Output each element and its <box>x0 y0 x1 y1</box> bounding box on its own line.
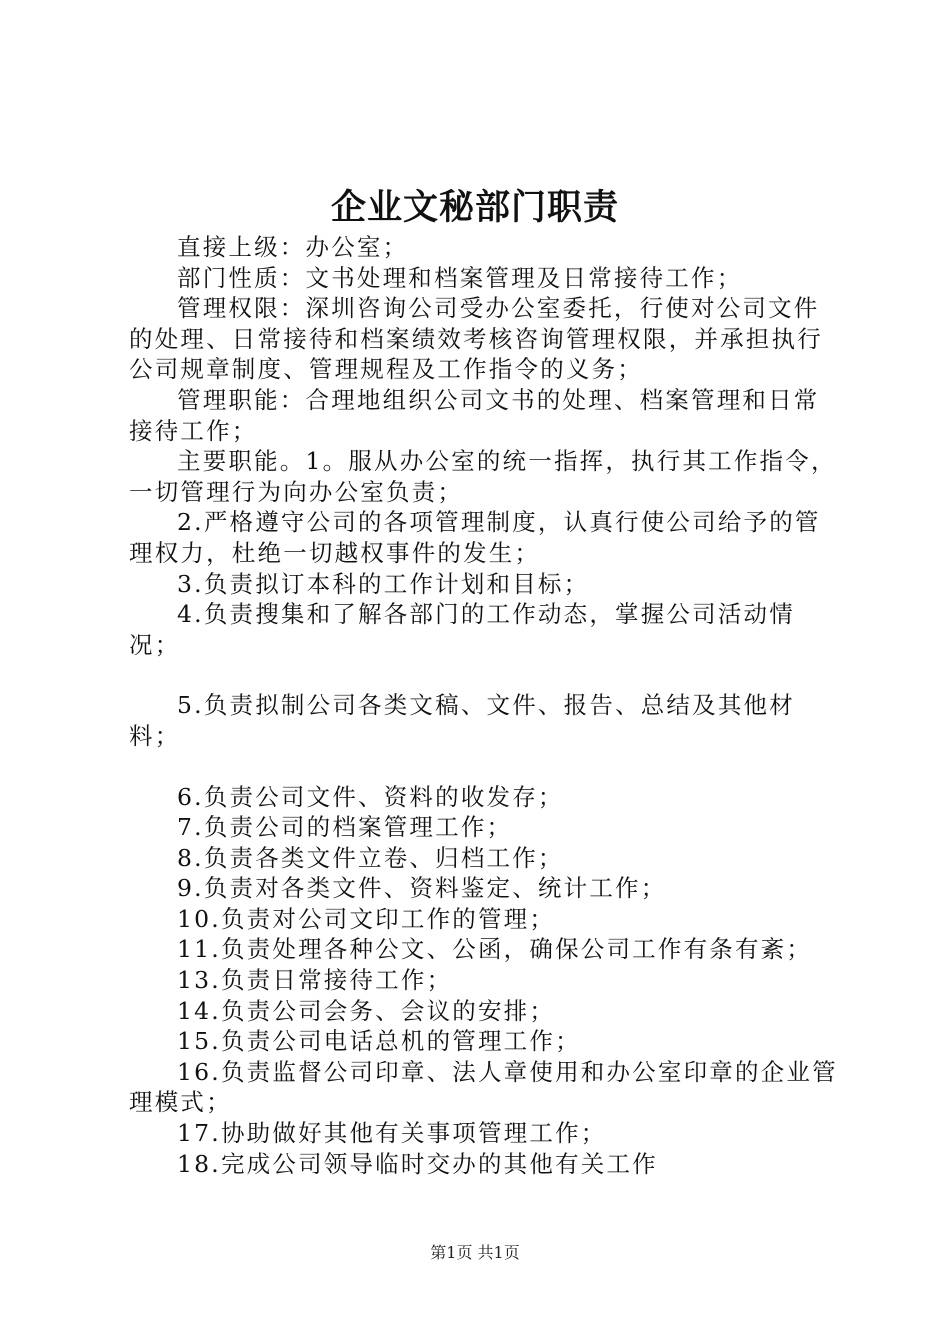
paragraph-duty-13: 13.负责日常接待工作； <box>177 966 453 995</box>
paragraph-duty-4: 4.负责搜集和了解各部门的工作动态，掌握公司活动情况； <box>129 600 795 659</box>
paragraph-duty-7: 7.负责公司的档案管理工作； <box>177 813 513 842</box>
paragraph-duty-8: 8.负责各类文件立卷、归档工作； <box>177 843 564 872</box>
paragraph-management-function: 管理职能：合理地组织公司文书的处理、档案管理和日常接待工作； <box>129 385 820 445</box>
document-title: 企业文秘部门职责 <box>330 187 619 228</box>
paragraph-duty-5: 5.负责拟制公司各类文稿、文件、报告、总结及其他材料； <box>129 691 795 750</box>
paragraph-duty-15: 15.负责公司电话总机的管理工作； <box>177 1027 581 1056</box>
paragraph-duty-17: 17.协助做好其他有关事项管理工作； <box>177 1119 607 1148</box>
paragraph-management-authority: 管理权限：深圳咨询公司受办公室委托，行使对公司文件的处理、日常接待和档案绩效考核咨询管理权限，并承担执行公司规章制度、管理规程及工作指令的义务； <box>129 294 823 384</box>
paragraph-duty-16: 16.负责监督公司印章、法人章使用和办公室印章的企业管理模式； <box>129 1057 838 1117</box>
paragraph-main-duty-1: 主要职能。1。服从办公室的统一指挥，执行其工作指令，一切管理行为向办公室负责； <box>129 447 837 506</box>
document-body <box>129 232 841 1179</box>
paragraph-duty-18: 18.完成公司领导临时交办的其他有关工作 <box>177 1149 658 1178</box>
paragraph-duty-10: 10.负责对公司文印工作的管理； <box>177 904 556 933</box>
paragraph-direct-superior: 直接上级：办公室； <box>177 233 409 261</box>
paragraph-duty-9: 9.负责对各类文件、资料鉴定、统计工作； <box>177 874 667 903</box>
paragraph-duty-11: 11.负责处理各种公文、公函，确保公司工作有条有紊； <box>177 935 813 964</box>
paragraph-department-nature: 部门性质：文书处理和档案管理及日常接待工作； <box>177 263 743 292</box>
paragraph-duty-14: 14.负责公司会务、会议的安排； <box>177 996 556 1025</box>
paragraph-duty-6: 6.负责公司文件、资料的收发存； <box>177 782 564 811</box>
paragraph-duty-3: 3.负责拟订本科的工作计划和目标； <box>177 569 590 598</box>
paragraph-duty-2: 2.严格遵守公司的各项管理制度，认真行使公司给予的管理权力，杜绝一切越权事件的发生； <box>129 508 821 567</box>
page-footer: 第1页 共1页 <box>430 1243 520 1262</box>
